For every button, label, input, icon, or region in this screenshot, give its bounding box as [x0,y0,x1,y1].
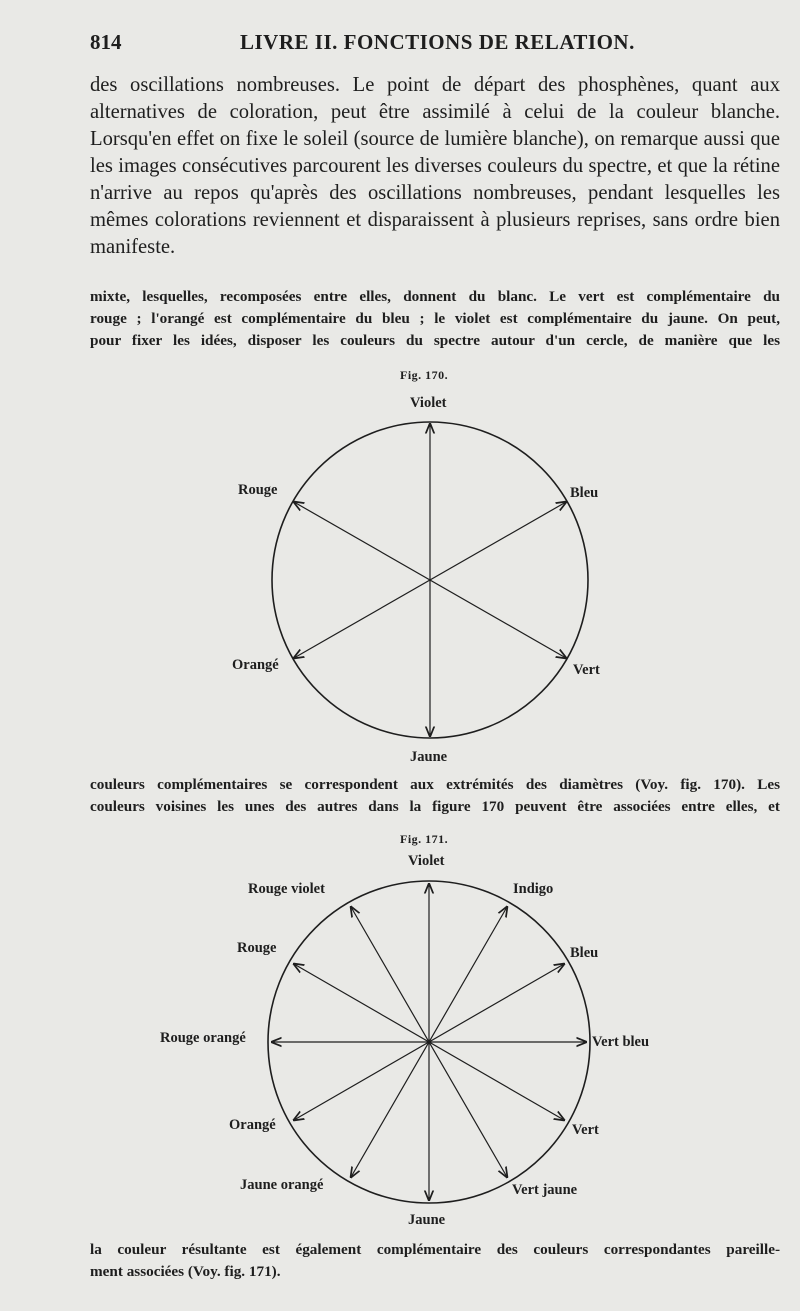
text-line: rouge ; l'orangé est complémentaire du bleu ; le violet est complémentaire du jaune. On peut, [90,310,780,327]
label-rouge-orange: Rouge orangé [160,1030,246,1046]
figure-170-caption: Fig. 170. [400,368,449,382]
label-orange: Orangé [232,657,279,673]
label-orange: Orangé [229,1117,276,1133]
label-jaune-orange: Jaune orangé [240,1177,324,1193]
label-bleu: Bleu [570,485,599,501]
label-vert-jaune: Vert jaune [512,1182,578,1198]
text-line: la couleur résultante est également complémentaire des couleurs correspondantes pareille- [90,1241,780,1258]
label-bleu: Bleu [570,945,599,961]
label-vert-bleu: Vert bleu [592,1034,650,1050]
label-violet: Violet [410,395,447,411]
text-line: ment associées (Voy. fig. 171). [90,1263,281,1280]
label-indigo: Indigo [513,881,554,897]
running-title: LIVRE II. FONCTIONS DE RELATION. [240,30,635,54]
paragraph-after-fig171 [90,1239,780,1283]
page-number: 814 [90,30,122,54]
label-violet: Violet [408,853,445,869]
text-line: mixte, lesquelles, recomposées entre elles, donnent du blanc. Le vert est complémentaire du [90,288,780,305]
figure-171-caption: Fig. 171. [400,832,449,846]
main-paragraph: des oscillations nombreuses. Le point de départ des phosphènes, quant aux alternatives de coloration, peut être assimilé à celui de la couleur blanche. Lorsqu'en effet on fixe le soleil (source de lumière blanche), on remarque aussi que les images consécutives parcourent les diverses couleurs du spectre, et que la rétine n'arrive au repos qu'après des oscillations nombreuses, pendant lesquelles les mêmes colorations reviennent et disparaissent à plusieurs reprises, sans ordre bien manifeste. [90,74,780,258]
label-vert: Vert [572,1122,599,1138]
text-line: couleurs complémentaires se correspondent aux extrémités des diamètres (Voy. fig. 170). Les [90,776,780,793]
label-rouge: Rouge [238,482,278,498]
text-line: couleurs voisines les unes des autres dans la figure 170 peuvent être associées entre elles, et [90,798,780,815]
label-jaune: Jaune [408,1212,446,1228]
label-jaune: Jaune [410,749,448,765]
label-vert: Vert [573,662,600,678]
label-rouge-violet: Rouge violet [248,881,325,897]
label-rouge: Rouge [237,940,277,956]
text-line: pour fixer les idées, disposer les couleurs du spectre autour d'un cercle, de manière que les [90,332,780,349]
